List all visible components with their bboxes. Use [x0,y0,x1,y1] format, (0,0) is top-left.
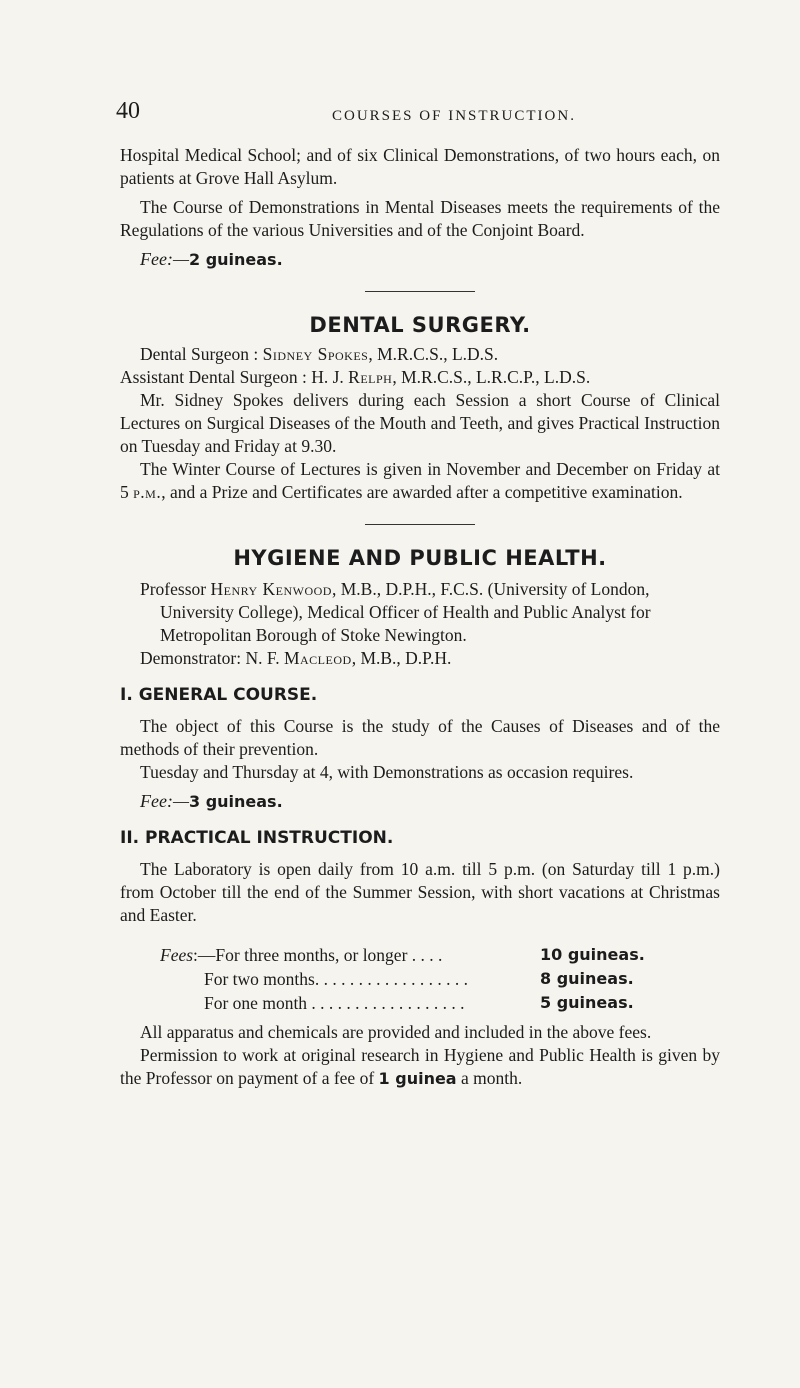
page-number: 40 [116,98,140,124]
general-course-heading: I. GENERAL COURSE. [120,685,318,705]
demonstrator-name: Macleod [283,648,352,668]
professor-name: Henry Kenwood [210,579,332,599]
surgeon-name: Sidney Spokes [262,344,369,364]
dental-paragraph-2: The Winter Course of Lectures is given in November and December on Friday at 5 p.m., and a Prize and Certificates are awarded after a competitive examination. [120,459,720,502]
practical-paragraph-3: Permission to work at original research in Hygiene and Public Health is given by the Professor on payment of a fee of 1 guinea a month. [120,1045,720,1088]
dental-paragraph-1: Mr. Sidney Spokes delivers during each Session a short Course of Clinical Lectures on Surgical Diseases of the Mouth and Teeth, and gives Practical Instruction on Tuesday and Friday at 9.30. [120,390,720,456]
fee-amount: 5 guineas. [540,993,634,1012]
general-paragraph-1: The object of this Course is the study of the Causes of Diseases and of the methods of their prevention. [120,716,720,759]
assistant-name: Relph [348,367,393,387]
hygiene-demonstrator: Demonstrator: N. F. Macleod, M.B., D.P.H. [140,648,452,668]
intro-fee: Fee:—2 guineas. [140,249,283,269]
section-title-hygiene: HYGIENE AND PUBLIC HEALTH. [233,546,607,570]
fee-amount: 8 guineas. [540,969,634,988]
fee-row: For one month . . . . . . . . . . . . . . . . . . 5 guineas. [160,991,680,1015]
practical-heading: II. PRACTICAL INSTRUCTION. [120,828,394,848]
intro-paragraph: Hospital Medical School; and of six Clinical Demonstrations, of two hours each, on patients at Grove Hall Asylum. [120,145,720,188]
hygiene-professor: Professor Henry Kenwood, M.B., D.P.H., F.C.S. (University of London, University College), Medical Officer of Health and Public Analyst for Metropolitan Borough of Stoke Newington. [140,579,651,645]
fee-row: For two months. . . . . . . . . . . . . . . . . . 8 guineas. [160,967,680,991]
fee-row: Fees:—For three months, or longer . . . . 10 guineas. [160,943,680,967]
running-head: COURSES OF INSTRUCTION. [332,108,576,124]
intro-paragraph-2: The Course of Demonstrations in Mental Diseases meets the requirements of the Regulations of the various Universities and of the Conjoint Board. [120,197,720,240]
fee-amount: 10 guineas. [540,945,645,964]
page-body [120,144,720,1090]
fee-value: 2 guineas. [188,250,283,269]
general-fee-value: 3 guineas. [188,792,283,811]
fee-label: Fee [140,249,167,269]
practical-paragraph-2: All apparatus and chemicals are provided and included in the above fees. [140,1022,652,1042]
research-fee: 1 guinea [378,1069,457,1088]
fees-table [160,943,680,1015]
dental-surgeon: Dental Surgeon : Sidney Spokes, M.R.C.S., L.D.S. [140,344,499,364]
practical-paragraph-1: The Laboratory is open daily from 10 a.m. till 5 p.m. (on Saturday till 1 p.m.) from October till the end of the Summer Session, with short vacations at Christmas and Easter. [120,859,720,925]
page-header [0,98,800,132]
section-title-dental: DENTAL SURGERY. [309,313,531,337]
assistant-dental-surgeon: Assistant Dental Surgeon : H. J. Relph, M.R.C.S., L.R.C.P., L.D.S. [120,367,591,387]
general-fee: Fee:—3 guineas. [140,791,283,811]
general-paragraph-2: Tuesday and Thursday at 4, with Demonstrations as occasion requires. [140,762,634,782]
